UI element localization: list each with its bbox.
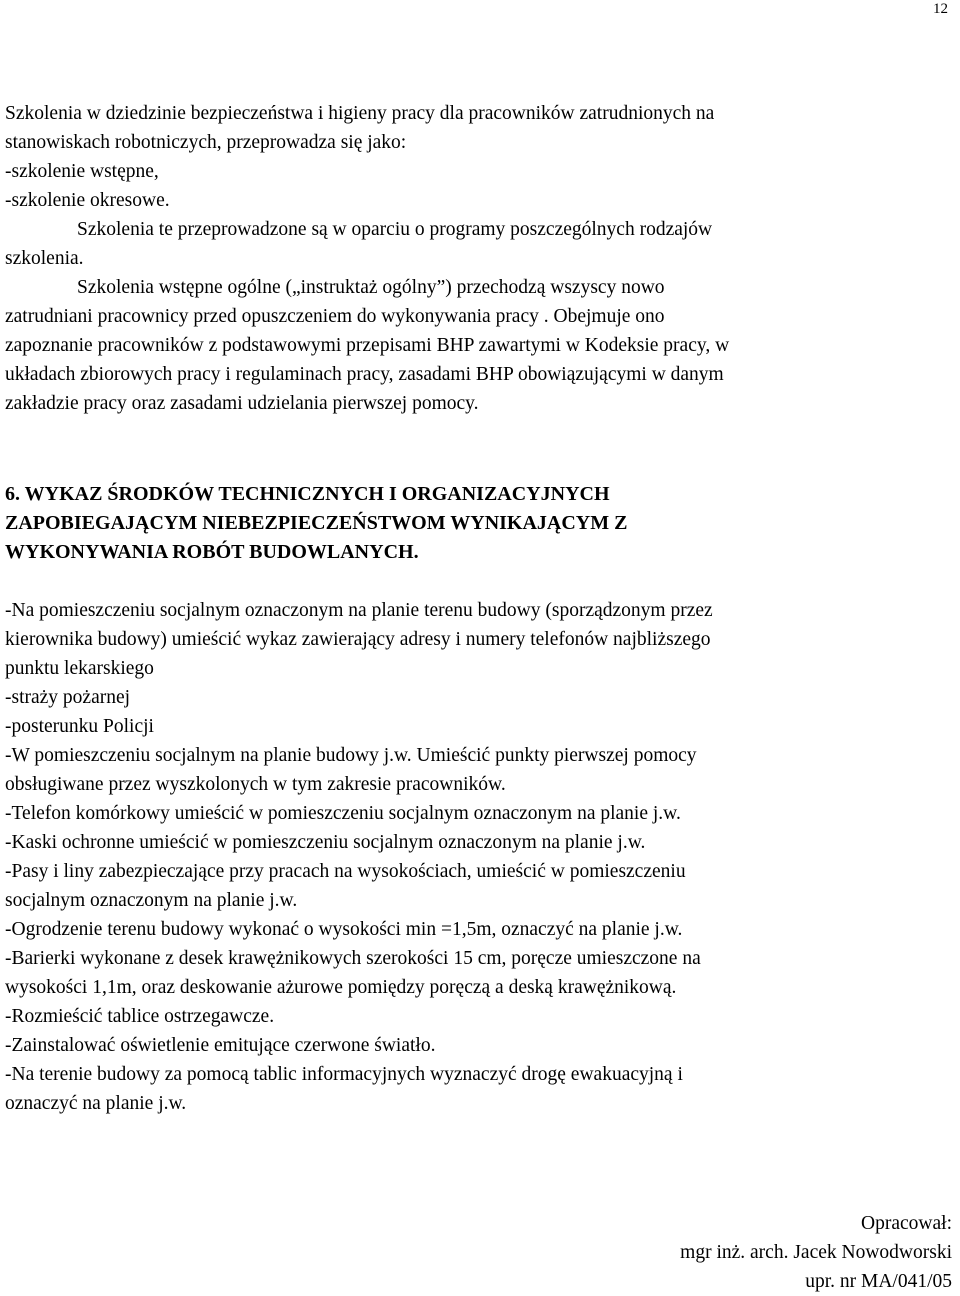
list-line: -Kaski ochronne umieścić w pomieszczeniu socjalnym oznaczonym na planie j.w. — [5, 832, 646, 853]
text-line: stanowiskach robotniczych, przeprowadza się jako: — [5, 132, 407, 153]
list-line: punktu lekarskiego — [5, 658, 154, 679]
signature-block — [680, 1209, 952, 1296]
list-line: -Rozmieścić tablice ostrzegawcze. — [5, 1006, 275, 1027]
list-line: -straży pożarnej — [5, 687, 131, 708]
signature-label: Opracował: — [861, 1213, 952, 1234]
list-line: -Na pomieszczeniu socjalnym oznaczonym na planie terenu budowy (sporządzonym przez — [5, 600, 713, 621]
heading-line: ZAPOBIEGAJĄCYM NIEBEZPIECZEŃSTWOM WYNIKAJĄCYM Z — [5, 512, 628, 534]
list-line: obsługiwane przez wyszkolonych w tym zakresie pracowników. — [5, 774, 506, 795]
list-line: socjalnym oznaczonym na planie j.w. — [5, 890, 298, 911]
text-line: Szkolenia te przeprowadzone są w oparciu o programy poszczególnych rodzajów — [77, 219, 713, 240]
heading-line: WYKONYWANIA ROBÓT BUDOWLANYCH. — [5, 541, 419, 563]
heading-line: 6. WYKAZ ŚRODKÓW TECHNICZNYCH I ORGANIZACYJNYCH — [5, 483, 610, 505]
author-name: mgr inż. arch. Jacek Nowodworski — [680, 1242, 952, 1263]
license-number: upr. nr MA/041/05 — [805, 1271, 952, 1292]
text-line: Szkolenia wstępne ogólne („instruktaż ogólny”) przechodzą wszyscy nowo — [77, 277, 665, 298]
list-line: -Ogrodzenie terenu budowy wykonać o wysokości min =1,5m, oznaczyć na planie j.w. — [5, 919, 683, 940]
text-line: zakładzie pracy oraz zasadami udzielania pierwszej pomocy. — [5, 393, 479, 414]
text-line: układach zbiorowych pracy i regulaminach pracy, zasadami BHP obowiązującymi w danym — [5, 364, 724, 385]
section-heading — [5, 480, 627, 567]
intro-paragraph — [5, 99, 950, 418]
list-line: -W pomieszczeniu socjalnym na planie budowy j.w. Umieścić punkty pierwszej pomocy — [5, 745, 697, 766]
text-line: zapoznanie pracowników z podstawowymi przepisami BHP zawartymi w Kodeksie pracy, w — [5, 335, 730, 356]
list-line: kierownika budowy) umieścić wykaz zawierający adresy i numery telefonów najbliższego — [5, 629, 711, 650]
list-line: -Pasy i liny zabezpieczające przy pracach na wysokościach, umieścić w pomieszczeniu — [5, 861, 686, 882]
list-line: -posterunku Policji — [5, 716, 154, 737]
text-line: -szkolenie wstępne, — [5, 161, 159, 182]
list-line: -Na terenie budowy za pomocą tablic informacyjnych wyznaczyć drogę ewakuacyjną i — [5, 1064, 683, 1085]
text-line: Szkolenia w dziedzinie bezpieczeństwa i higieny pracy dla pracowników zatrudnionych na — [5, 103, 715, 124]
list-line: -Telefon komórkowy umieścić w pomieszczeniu socjalnym oznaczonym na planie j.w. — [5, 803, 681, 824]
text-line: szkolenia. — [5, 248, 84, 269]
list-line: -Barierki wykonane z desek krawężnikowych szerokości 15 cm, poręcze umieszczone na — [5, 948, 701, 969]
list-line: -Zainstalować oświetlenie emitujące czerwone światło. — [5, 1035, 436, 1056]
measures-list — [5, 596, 713, 1118]
text-line: zatrudniani pracownicy przed opuszczeniem do wykonywania pracy . Obejmuje ono — [5, 306, 665, 327]
page-number: 12 — [933, 1, 948, 17]
text-line: -szkolenie okresowe. — [5, 190, 170, 211]
list-line: wysokości 1,1m, oraz deskowanie ażurowe pomiędzy poręczą a deską krawężnikową. — [5, 977, 677, 998]
list-line: oznaczyć na planie j.w. — [5, 1093, 187, 1114]
